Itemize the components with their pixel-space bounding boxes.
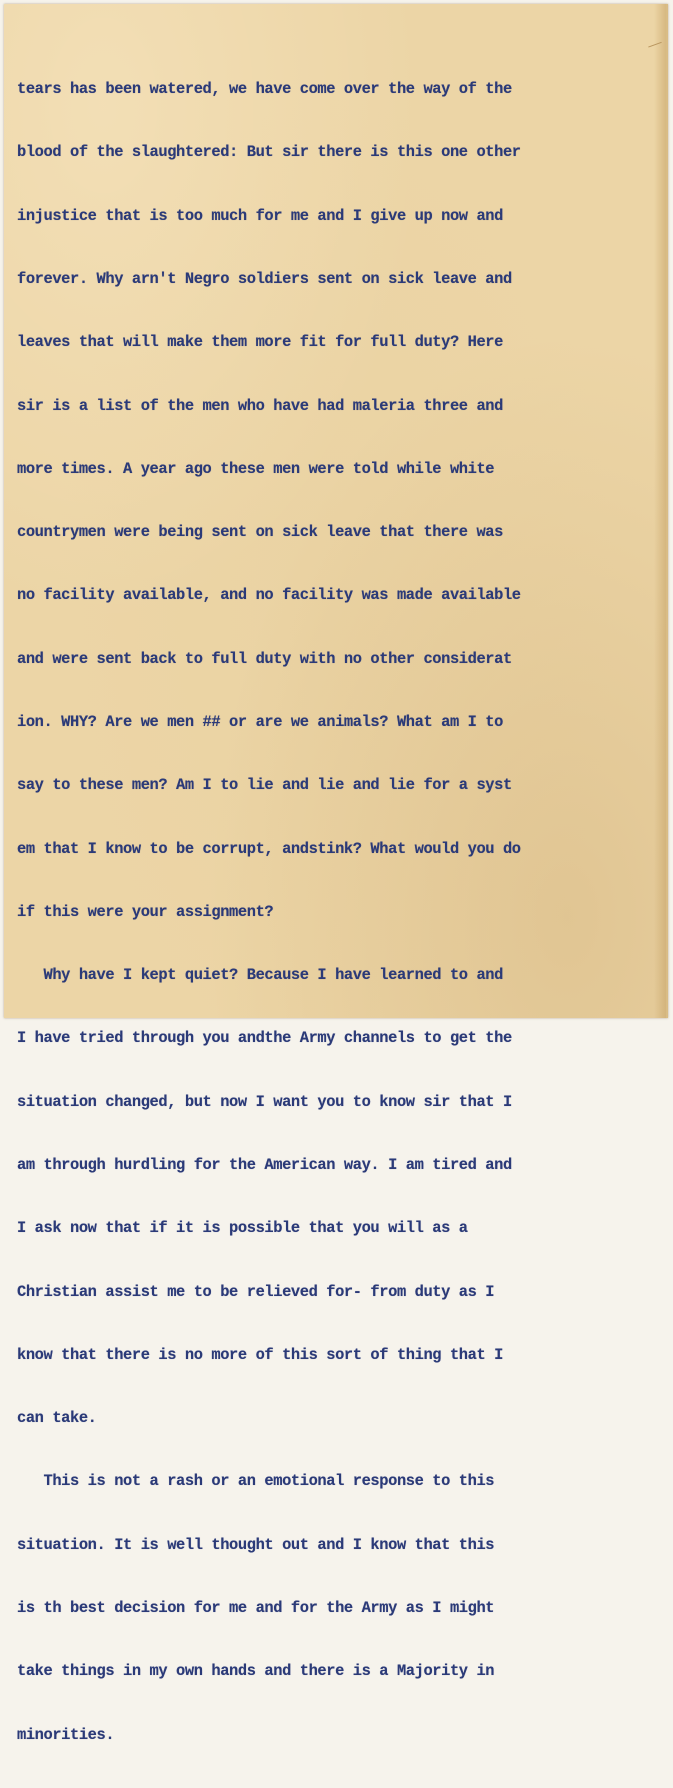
text-line-4: forever. Why arn't Negro soldiers sent on sick leave and xyxy=(17,270,512,289)
text-line-17: situation changed, but now I want you to know sir that I xyxy=(17,1092,512,1111)
text-line-27: minorities. xyxy=(17,1725,115,1744)
text-line-8: countrymen were being sent on sick leave that there was xyxy=(17,523,503,542)
text-line-3: injustice that is too much for me and I give up now and xyxy=(17,206,503,225)
text-line-22: can take. xyxy=(17,1409,97,1428)
text-line-24: situation. It is well thought out and I know that this xyxy=(17,1535,495,1554)
typed-letter-body xyxy=(17,37,617,1788)
text-line-6: sir is a list of the men who have had maleria three and xyxy=(17,396,503,415)
text-line-12: say to these men? Am I to lie and lie and lie for a syst xyxy=(17,776,512,795)
text-line-5: leaves that will make them more fit for full duty? Here xyxy=(17,333,503,352)
text-line-14: if this were your assignment? xyxy=(17,902,274,921)
text-line-16: I have tried through you andthe Army channels to get the xyxy=(17,1029,512,1048)
text-line-9: no facility available, and no facility was made available xyxy=(17,586,521,605)
paper-sheet xyxy=(4,4,668,1744)
text-line-13: em that I know to be corrupt, andstink? What would you do xyxy=(17,839,521,858)
text-line-15: Why have I kept quiet? Because I have learned to and xyxy=(17,966,503,985)
paper-edge-shadow xyxy=(654,4,666,1018)
text-line-26: take things in my own hands and there is a Majority in xyxy=(17,1662,495,1681)
text-line-1: tears has been watered, we have come over the way of the xyxy=(17,80,512,99)
text-line-21: know that there is no more of this sort of thing that I xyxy=(17,1345,503,1364)
text-line-18: am through hurdling for the American way. I am tired and xyxy=(17,1155,512,1174)
text-line-2: blood of the slaughtered: But sir there is this one other xyxy=(17,143,521,162)
text-line-23: This is not a rash or an emotional response to this xyxy=(17,1472,495,1491)
text-line-10: and were sent back to full duty with no other considerat xyxy=(17,649,512,668)
text-line-7: more times. A year ago these men were told while white xyxy=(17,459,495,478)
text-line-25: is th best decision for me and for the Army as I might xyxy=(17,1598,495,1617)
text-line-11: ion. WHY? Are we men ## or are we animals? What am I to xyxy=(17,713,503,731)
text-line-20: Christian assist me to be relieved for- from duty as I xyxy=(17,1282,495,1301)
text-line-19: I ask now that if it is possible that you will as a xyxy=(17,1219,468,1238)
